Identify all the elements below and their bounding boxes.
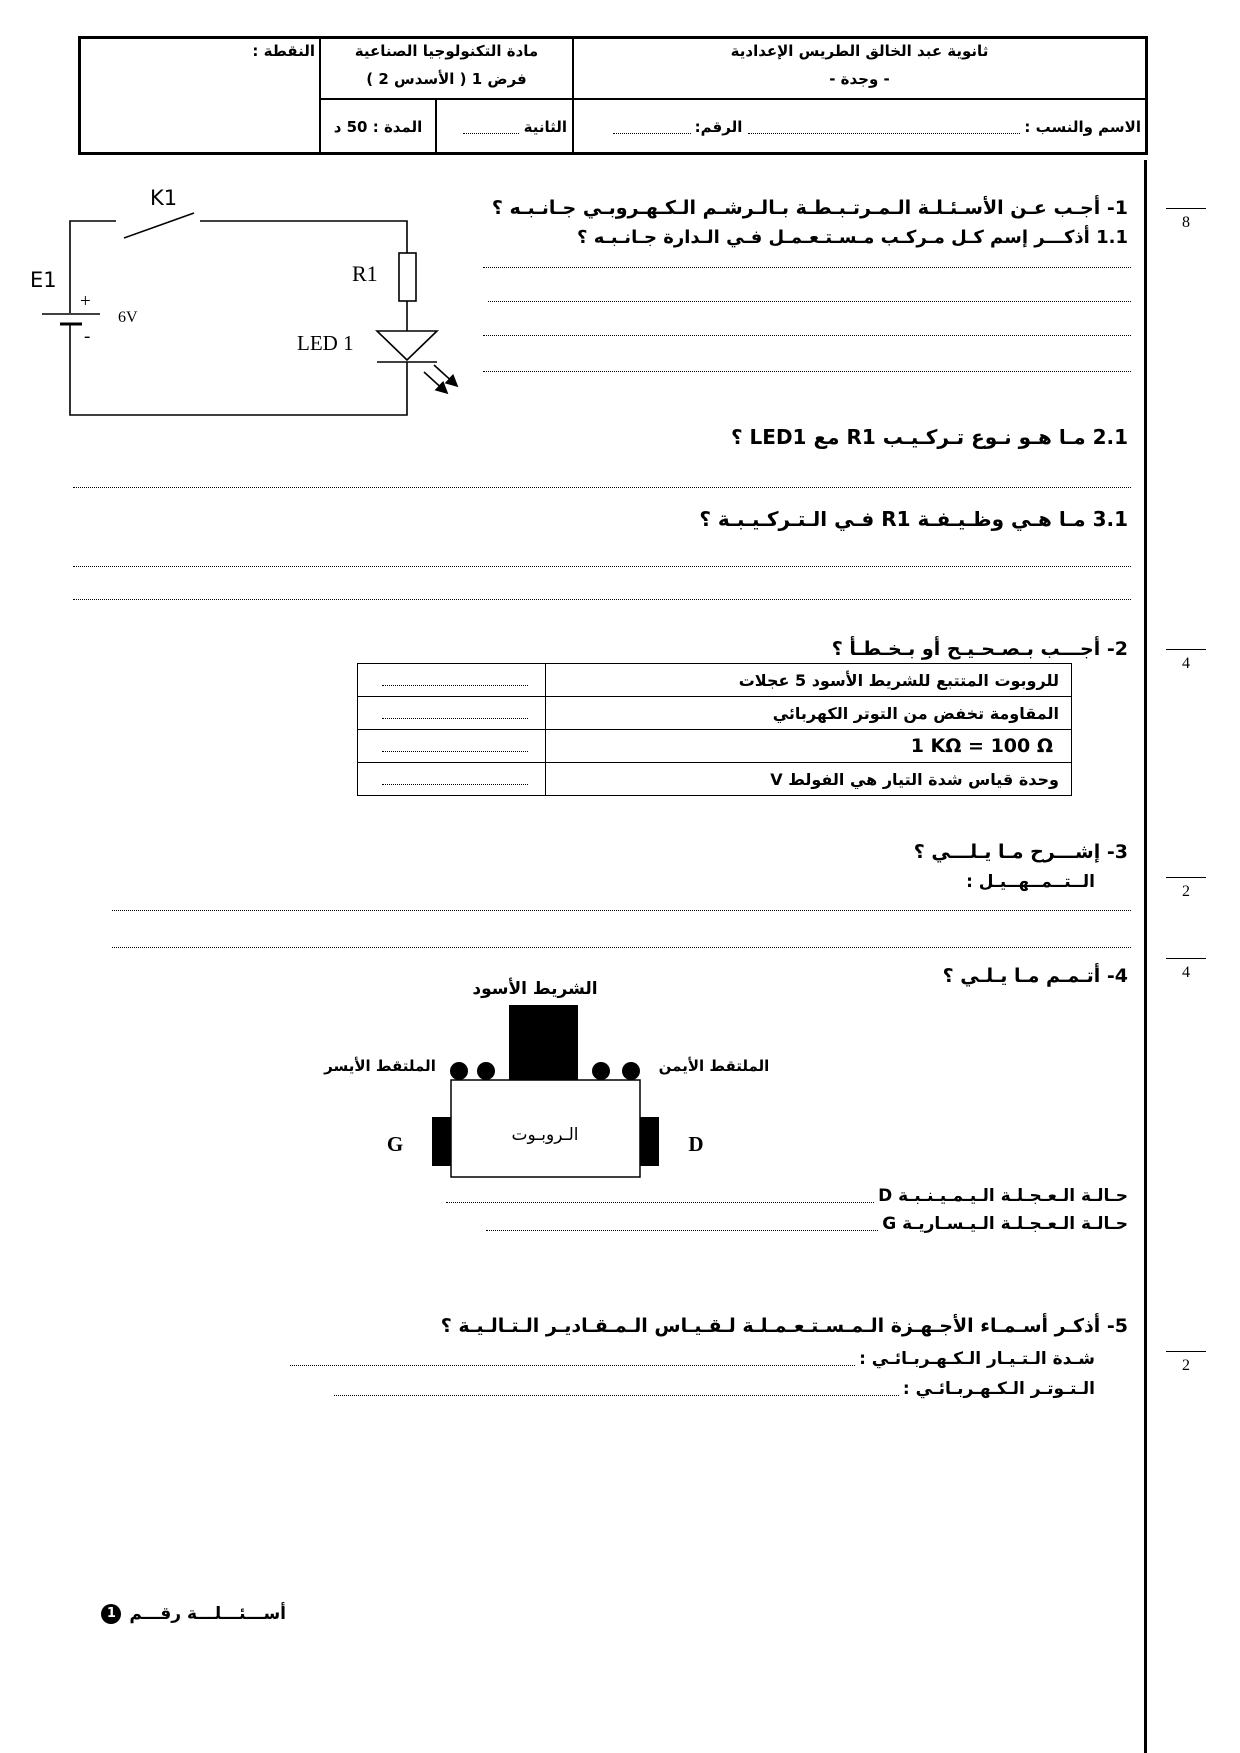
score-q3: 2 [1166, 877, 1206, 901]
answer-blank [446, 1189, 874, 1203]
right-wheel-state-row [446, 1185, 1128, 1207]
score-q4: 4 [1166, 958, 1206, 982]
left-sensor-label: الملتقط الأيسر [324, 1057, 436, 1075]
table-row [358, 697, 1072, 730]
resistor-symbol [399, 253, 416, 301]
name-label: الاسم والنسب : [1024, 117, 1141, 136]
number-label: الرقم: [694, 117, 743, 136]
answer-line [483, 371, 1131, 372]
right-wheel-state: حـالـة الـعـجـلـة الـيـمـيـنـبـة D [878, 1186, 1128, 1206]
current-label: شـدة الـتـيـار الـكـهـربـائـي : [859, 1349, 1095, 1369]
answer-line [488, 301, 1131, 302]
score-q2: 4 [1166, 649, 1206, 673]
source-label: E1 [30, 268, 57, 292]
score-label: النقطة : [252, 42, 315, 60]
answer-line [112, 947, 1131, 948]
subject-name: مادة التكنولوجيا الصناعية [354, 42, 539, 60]
table-row [358, 664, 1072, 697]
wire-top-right [200, 221, 407, 253]
q4-title: 4- أتـمـم مـا يـلـي ؟ [942, 965, 1128, 987]
switch-blade [124, 213, 194, 238]
wire-bottom [70, 325, 407, 415]
class-label: الثانية [523, 117, 567, 136]
answer-blank [334, 1382, 899, 1396]
answer-blank [382, 673, 528, 686]
number-blank [613, 120, 691, 134]
q1-part2: 2.1 مـا هـو نـوع تـركـيـب R1 مع LED1 ؟ [730, 425, 1128, 449]
answer-line [483, 335, 1131, 336]
statement: للروبوت المتتبع للشريط الأسود 5 عجلات [546, 664, 1072, 697]
led-label: LED 1 [297, 331, 354, 355]
answer-blank [486, 1217, 878, 1231]
voltage-label: الـتـوتـر الـكـهـربـائـي : [902, 1379, 1095, 1399]
battery-plus: + [80, 291, 91, 312]
q2-title: 2- أجـــب بـصـحـيـح أو بـخـطـأ ؟ [831, 638, 1128, 660]
right-sensor [622, 1062, 640, 1080]
left-sensor [450, 1062, 468, 1080]
right-sensor [592, 1062, 610, 1080]
table-row [358, 730, 1072, 763]
current-row [290, 1348, 1095, 1370]
q3-term: الــتــمــهــيـل : [966, 872, 1095, 892]
q1-part3: 3.1 مـا هـي وظـيـفـة R1 فـي الـتـركـيـبـة ؟ [699, 507, 1128, 531]
left-wheel [432, 1117, 451, 1166]
answer-line [73, 599, 1131, 600]
answer-line [112, 910, 1131, 911]
exam-title: فرض 1 ( الأسدس 2 ) [366, 70, 527, 88]
duration: المدة : 50 د [333, 118, 423, 136]
answer-line [73, 566, 1131, 567]
left-wheel-state-row [486, 1213, 1128, 1235]
statement-cell [546, 730, 1072, 763]
robot-body-label: الـروبـوت [511, 1125, 579, 1145]
led-light-arrow [434, 365, 456, 385]
answer-cell [358, 730, 546, 763]
school-name: ثانوية عبد الخالق الطريس الإعدادية [730, 42, 989, 60]
page-footer [101, 1603, 286, 1625]
battery-minus: - [84, 326, 91, 347]
left-wheel-label: G [386, 1132, 404, 1156]
resistor-label: R1 [352, 261, 378, 286]
answer-blank [382, 706, 528, 719]
answer-blank [382, 772, 528, 785]
led-symbol [377, 331, 437, 360]
led-light-arrow [424, 372, 446, 392]
score-q5: 2 [1166, 1351, 1206, 1375]
name-cell [576, 100, 1143, 153]
answer-line [483, 267, 1131, 268]
q3-title: 3- إشـــرح مـا يـلـــي ؟ [913, 841, 1128, 863]
margin-rule [1144, 160, 1147, 1753]
black-line [509, 1005, 578, 1081]
right-sensor-label: الملتقط الأيمن [658, 1057, 770, 1075]
black-line-label: الشريط الأسود [472, 979, 598, 999]
name-blank [748, 120, 1020, 134]
answer-cell [358, 664, 546, 697]
statement: 1 KΩ = 100 Ω [910, 735, 1053, 757]
statement: المقاومة تخفض من التوتر الكهربائي [546, 697, 1072, 730]
circled-number-icon: 1 [101, 1604, 121, 1624]
school-city: - وجدة - [829, 70, 890, 88]
statement: وحدة قياس شدة التيار هي الفولط V [546, 763, 1072, 796]
table-row [358, 763, 1072, 796]
wire-top-left [70, 221, 116, 313]
answer-blank [382, 739, 528, 752]
robot-diagram [300, 960, 800, 1190]
footer-label: أســـئـــلـــة رقـــم [129, 1604, 286, 1624]
q1-title: 1- أجـب عـن الأسـئـلـة الـمـرتـبـطـة بـالـرشـم الـكـهـروبـي جـانـبـه ؟ [491, 197, 1128, 219]
left-sensor [477, 1062, 495, 1080]
answer-blank [290, 1352, 855, 1366]
answer-cell [358, 763, 546, 796]
circuit-diagram [0, 0, 480, 430]
switch-label: K1 [150, 186, 178, 210]
right-wheel-label: D [688, 1132, 704, 1156]
q1-part1: 1.1 أذكـــر إسم كـل مـركـب مـسـتـعـمـل فـي الـدارة جـانـبـه ؟ [577, 227, 1128, 248]
voltage-label: 6V [118, 309, 138, 326]
answer-cell [358, 697, 546, 730]
voltage-row [334, 1378, 1095, 1400]
left-wheel-state: حـالـة الـعـجـلـة الـيـسـاريـة G [882, 1214, 1128, 1234]
answer-line [73, 487, 1131, 488]
right-wheel [640, 1117, 659, 1166]
score-q1: 8 [1166, 208, 1206, 232]
true-false-table [357, 663, 1072, 796]
q5-title: 5- أذكـر أسـمـاء الأجـهـزة الـمـسـتـعـمـلـة لـقـيـاس الـمـقـاديـر الـتـالـيـة ؟ [440, 1315, 1128, 1337]
